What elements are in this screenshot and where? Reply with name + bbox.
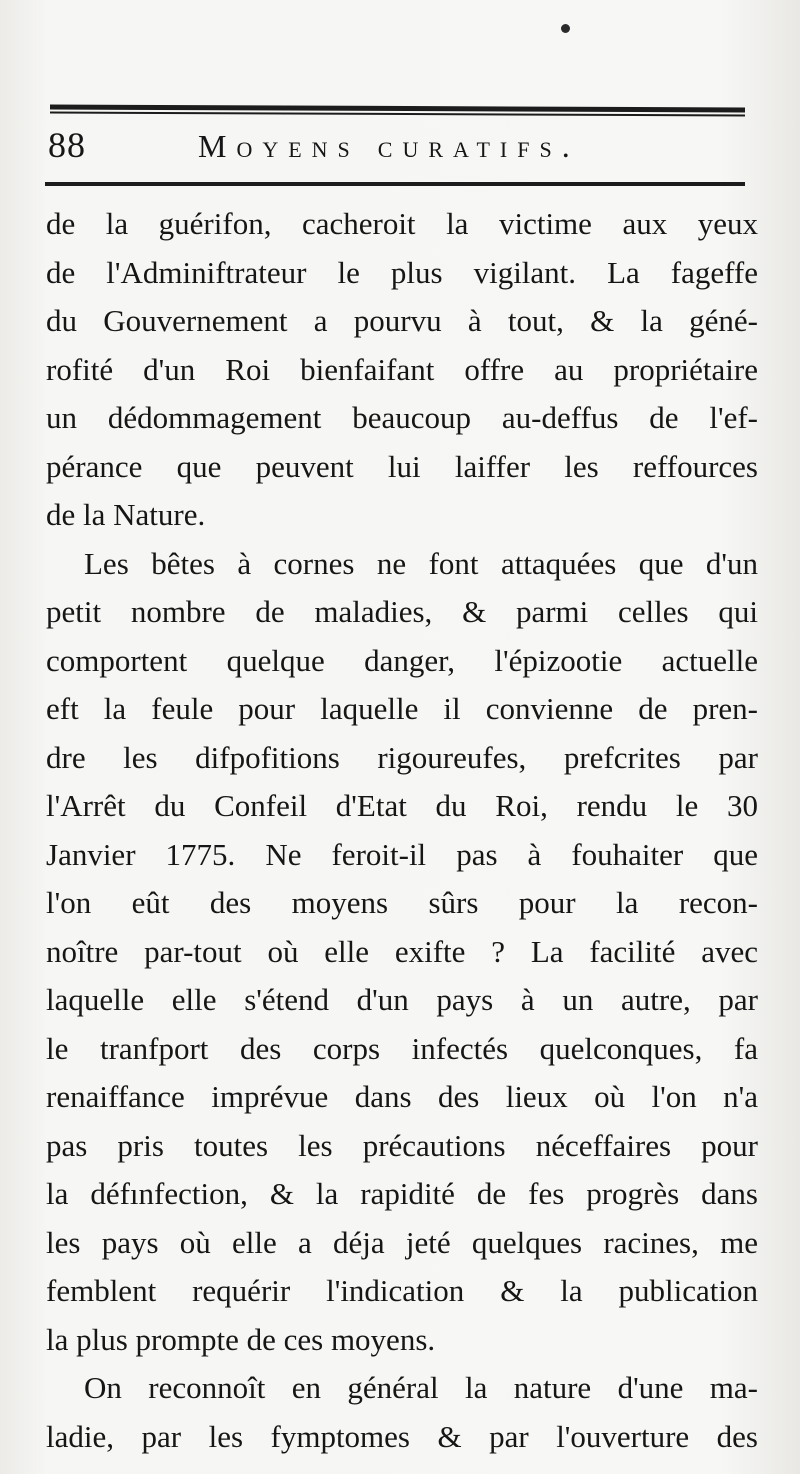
paragraph-2	[46, 540, 758, 1365]
text-line: noître par-tout où elle exifte ? La facilité avec	[46, 933, 758, 969]
text-line: renaiffance imprévue dans des lieux où l'on n'a	[46, 1079, 758, 1114]
page-number: 88	[48, 125, 86, 165]
text-line: de l'Adminiftrateur le plus vigilant. La fageffe	[46, 254, 758, 290]
text-line: comportent quelque danger, l'épizootie actuelle	[46, 642, 758, 678]
text-line: le tranfport des corps infectés quelconques, fa	[46, 1030, 758, 1066]
text-line: de la Nature.	[46, 497, 206, 532]
text-line: un dédommagement beaucoup au-deffus de l'ef-	[46, 400, 758, 435]
body-text	[46, 200, 758, 1461]
text-line: la plus prompte de ces moyens.	[46, 1321, 436, 1357]
text-line: On reconnoît en général la nature d'une ma-	[84, 1370, 758, 1405]
text-line: du Gouvernement a pourvu à tout, & la géné-	[46, 303, 758, 338]
text-line: ladie, par les fymptomes & par l'ouverture des	[46, 1418, 758, 1454]
text-line: dre les difpofitions rigoureufes, prefcrites par	[46, 739, 758, 775]
header-rule-top-thin	[50, 111, 745, 116]
text-line: Janvier 1775. Ne feroit-il pas à fouhaiter que	[46, 836, 758, 872]
text-line: les pays où elle a déja jeté quelques racines, me	[46, 1224, 758, 1260]
text-line: petit nombre de maladies, & parmi celles qui	[46, 594, 758, 629]
paragraph-1	[46, 200, 758, 540]
ink-dot	[561, 24, 570, 33]
text-line: l'on eût des moyens sûrs pour la recon-	[46, 885, 758, 920]
text-line: Les bêtes à cornes ne font attaquées que d'un	[84, 545, 758, 581]
page-header	[48, 124, 748, 174]
paragraph-3	[46, 1364, 758, 1461]
text-line: laquelle elle s'étend d'un pays à un autre, par	[46, 982, 758, 1017]
running-head: Moyens curatifs.	[198, 128, 580, 164]
header-rule-bottom	[45, 182, 745, 186]
text-line: pérance que peuvent lui laiffer les reffources	[46, 448, 758, 484]
text-line: l'Arrêt du Confeil d'Etat du Roi, rendu le 30	[46, 788, 758, 823]
text-line: pas pris toutes les précautions néceffaires pour	[46, 1127, 758, 1163]
text-line: femblent requérir l'indication & la publication	[46, 1273, 758, 1308]
text-line: de la guérifon, cacheroit la victime aux yeux	[46, 206, 758, 241]
text-line: rofité d'un Roi bienfaifant offre au propriétaire	[46, 351, 758, 387]
text-line: la défınfection, & la rapidité de fes progrès dans	[46, 1176, 758, 1211]
text-line: eft la feule pour laquelle il convienne de pren-	[46, 691, 758, 726]
